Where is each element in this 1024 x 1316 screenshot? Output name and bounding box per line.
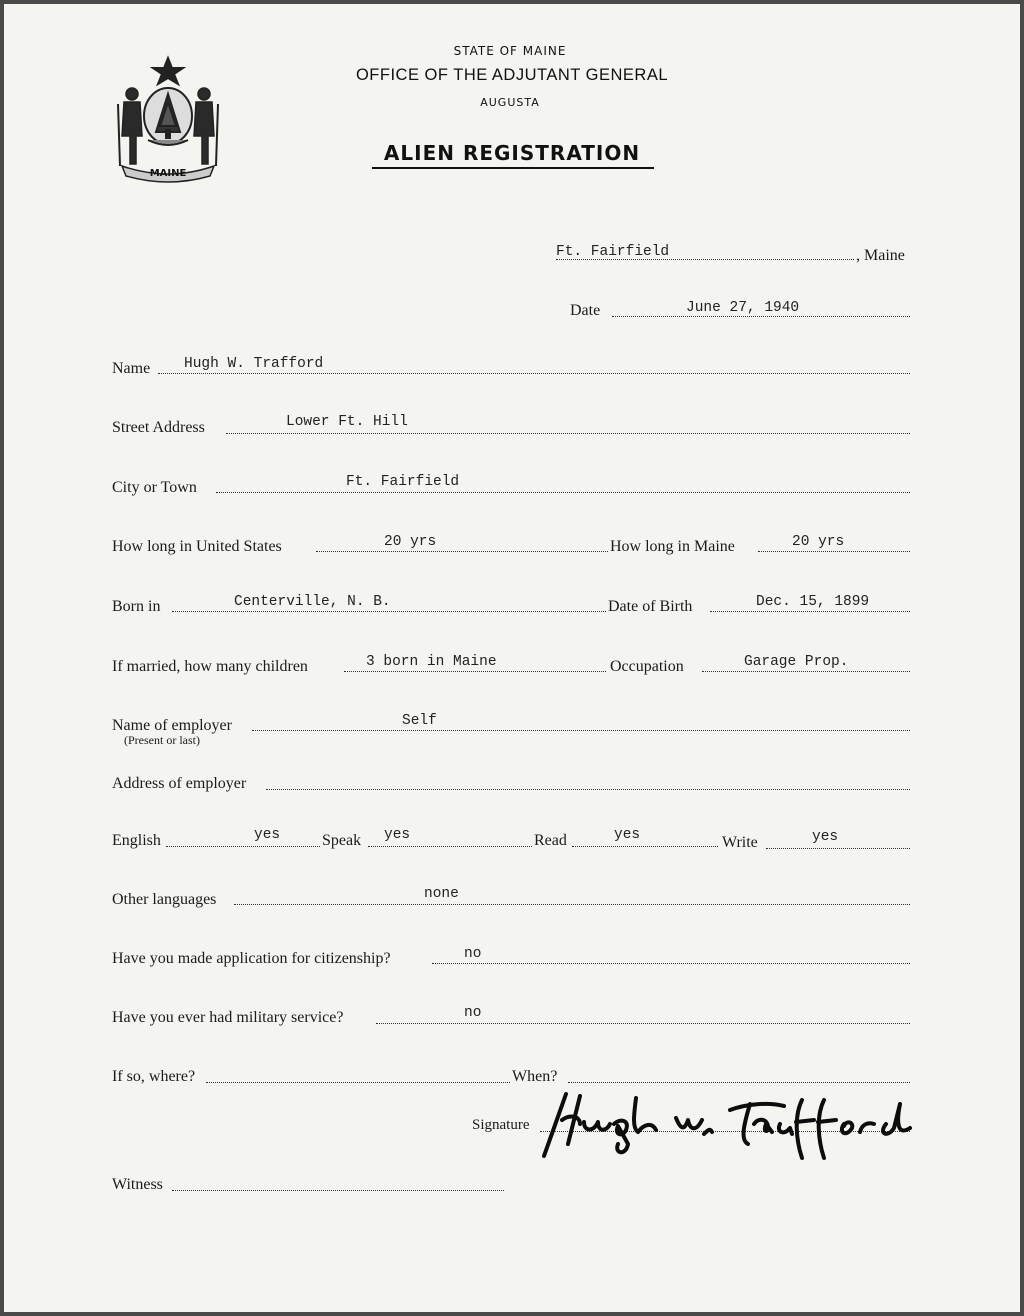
form-title: ALIEN REGISTRATION <box>383 141 641 165</box>
employer-line <box>252 730 910 731</box>
employer-address-label: Address of employer <box>112 775 247 792</box>
other-languages-line <box>234 904 910 905</box>
signature-label: Signature <box>472 1117 530 1133</box>
occupation-line <box>702 671 910 672</box>
seal-text: MAINE <box>149 168 187 179</box>
when-label: When? <box>512 1068 558 1085</box>
write-value: yes <box>812 829 839 845</box>
maine-years-label: How long in Maine <box>610 538 735 555</box>
born-in-value: Centerville, N. B. <box>234 594 391 610</box>
occupation-label: Occupation <box>610 658 684 675</box>
date-line <box>612 316 910 317</box>
maine-years-value: 20 yrs <box>792 534 845 550</box>
children-label: If married, how many children <box>112 658 308 675</box>
city-line <box>216 492 910 493</box>
header-office: OFFICE OF THE ADJUTANT GENERAL <box>355 66 669 84</box>
speak-label: Speak <box>322 832 362 849</box>
english-line <box>166 846 320 847</box>
military-label: Have you ever had military service? <box>112 1009 344 1026</box>
where-label: If so, where? <box>112 1068 196 1085</box>
english-label: English <box>112 832 161 849</box>
write-line <box>766 848 910 849</box>
read-value: yes <box>614 827 641 843</box>
name-line <box>158 373 910 374</box>
street-line <box>226 433 910 434</box>
employer-label: Name of employer <box>112 717 232 734</box>
maine-years-line <box>758 551 910 552</box>
witness-label: Witness <box>112 1176 163 1193</box>
citizenship-label: Have you made application for citizenship? <box>112 950 391 967</box>
employer-sublabel: (Present or last) <box>124 733 200 747</box>
title-underline <box>372 167 654 169</box>
read-line <box>572 846 718 847</box>
employer-address-line <box>266 789 910 790</box>
place-value: Ft. Fairfield <box>556 244 670 260</box>
header-city: AUGUSTA <box>480 96 540 109</box>
citizenship-line <box>432 963 910 964</box>
born-in-line <box>172 611 606 612</box>
citizenship-value: no <box>464 946 482 962</box>
occupation-value: Garage Prop. <box>744 654 849 670</box>
street-value: Lower Ft. Hill <box>286 414 408 430</box>
employer-value: Self <box>402 713 437 729</box>
when-line <box>568 1082 910 1083</box>
date-label: Date <box>570 302 601 319</box>
born-in-label: Born in <box>112 598 161 615</box>
place-suffix: , Maine <box>856 247 905 264</box>
military-value: no <box>464 1005 482 1021</box>
name-label: Name <box>112 360 151 377</box>
street-label: Street Address <box>112 419 205 436</box>
where-line <box>206 1082 510 1083</box>
speak-line <box>368 846 532 847</box>
children-value: 3 born in Maine <box>366 654 497 670</box>
name-value: Hugh W. Trafford <box>184 356 324 372</box>
us-years-label: How long in United States <box>112 538 282 555</box>
english-value: yes <box>254 827 281 843</box>
write-label: Write <box>722 834 758 851</box>
speak-value: yes <box>384 827 411 843</box>
other-languages-label: Other languages <box>112 891 217 908</box>
dob-label: Date of Birth <box>608 598 693 615</box>
dob-value: Dec. 15, 1899 <box>756 594 870 610</box>
dob-line <box>710 611 910 612</box>
read-label: Read <box>534 832 567 849</box>
city-value: Ft. Fairfield <box>346 474 460 490</box>
header-state: STATE OF MAINE <box>453 44 567 58</box>
witness-line <box>172 1190 504 1191</box>
children-line <box>344 671 606 672</box>
us-years-value: 20 yrs <box>384 534 437 550</box>
us-years-line <box>316 551 608 552</box>
city-label: City or Town <box>112 479 197 496</box>
date-value: June 27, 1940 <box>686 300 800 316</box>
handwritten-signature <box>540 1084 920 1168</box>
other-languages-value: none <box>424 886 459 902</box>
military-line <box>376 1023 910 1024</box>
